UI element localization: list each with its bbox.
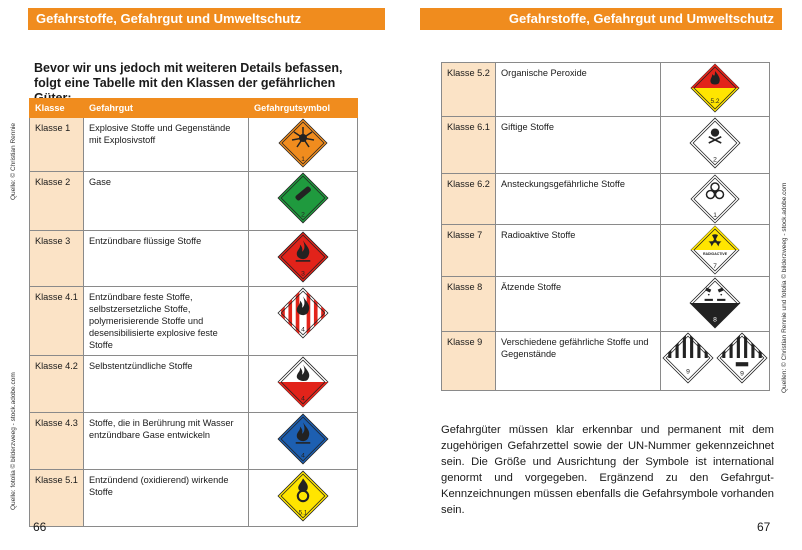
class-number-label: 4 — [301, 326, 305, 334]
page-header-left — [28, 8, 385, 30]
corrosive-icon — [689, 277, 741, 329]
table-row — [442, 225, 770, 277]
radioactive-icon — [690, 225, 740, 275]
symbol-cell — [661, 225, 770, 277]
page-number-left: 66 — [33, 520, 47, 534]
class-number-label: 5.2 — [710, 98, 720, 105]
class-number-label: 5.1 — [298, 509, 308, 517]
goods-cell: Entzündend (oxidierend) wirkende Stoffe — [84, 470, 249, 527]
symbol-cell — [249, 356, 358, 413]
symbol-cell — [661, 117, 770, 174]
symbol-cell — [249, 470, 358, 527]
symbol-cell — [661, 332, 770, 391]
class-number-label: 8 — [713, 316, 717, 324]
symbol-cell — [249, 413, 358, 470]
image-credit-left-top: Quelle: © Christian Rennie — [10, 122, 17, 200]
class-cell: Klasse 4.3 — [30, 413, 84, 470]
table-row — [30, 172, 358, 231]
symbol-cell — [661, 174, 770, 225]
class-cell: Klasse 4.1 — [30, 287, 84, 356]
header-title-right: Gefahrstoffe, Gefahrgut und Umweltschutz — [508, 11, 774, 26]
class-cell: Klasse 1 — [30, 118, 84, 172]
table-row — [30, 470, 358, 527]
image-credit-right: Quellen: © Christian Rennie und fotolia © bilderzweeg - stock.adobe.com — [781, 182, 788, 393]
class-cell: Klasse 8 — [442, 277, 496, 332]
class-cell: Klasse 4.2 — [30, 356, 84, 413]
goods-cell: Gase — [84, 172, 249, 231]
hazard-class-table-right — [441, 62, 770, 391]
column-header-symbol: Gefahrgutsymbol — [249, 99, 358, 118]
flame-icon — [277, 413, 329, 465]
body-paragraph: Gefahrgüter müssen klar erkennbar und permanent mit dem zugehörigen Gefahrzettel sowie der UN-Nummer gekennzeichnet sein. Die Größe und Ausrichtung der Symbole ist international genormt und vorgegeben. Ergänzend zu den Gefahrgut-Kennzeichnungen müssen ebenfalls die Gefahrsymbole vorhanden sein. — [441, 424, 774, 516]
class-cell: Klasse 2 — [30, 172, 84, 231]
class-number-label: 7 — [713, 263, 717, 270]
flame-icon — [277, 287, 329, 339]
class-cell: Klasse 3 — [30, 231, 84, 287]
flame-icon — [277, 231, 329, 283]
intro-text: Bevor wir uns jedoch mit weiteren Details befassen, folgt eine Tabelle mit den Klassen der gefährlichen — [34, 61, 343, 90]
page-header-right — [420, 8, 782, 30]
class-cell: Klasse 6.1 — [442, 117, 496, 174]
table-row — [442, 277, 770, 332]
hazard-class-table-left — [29, 98, 358, 527]
goods-cell: Verschiedene gefährliche Stoffe und Gegenstände — [496, 332, 661, 391]
oxidizer-icon — [277, 470, 329, 522]
class-number-label: 3 — [301, 270, 305, 278]
symbol-cell — [661, 277, 770, 332]
goods-cell: Ätzende Stoffe — [496, 277, 661, 332]
symbol-cell — [249, 287, 358, 356]
class-cell: Klasse 5.1 — [30, 470, 84, 527]
image-credit-left-bottom: Quelle: fotolia © bilderzweeg - stock.adobe.com — [10, 372, 17, 510]
table-row — [30, 231, 358, 287]
class-number-label: 2 — [713, 156, 717, 164]
table-row — [442, 332, 770, 391]
flame-icon — [690, 63, 740, 113]
radioactive-label: RADIOACTIVE — [702, 252, 728, 256]
table-row — [442, 117, 770, 174]
goods-cell: Entzündbare feste Stoffe, selbstzersetzliche Stoffe, polymerisierende Stoffe und desensibilisierte explosive feste Stoffe — [84, 287, 249, 356]
goods-cell: Ansteckungsgefährliche Stoffe — [496, 174, 661, 225]
biohazard-icon — [690, 174, 740, 224]
class-cell: Klasse 6.2 — [442, 174, 496, 225]
class-number-label: 4 — [301, 452, 305, 460]
class-cell: Klasse 9 — [442, 332, 496, 391]
class-cell: Klasse 7 — [442, 225, 496, 277]
column-header-klasse: Klasse — [30, 99, 84, 118]
goods-cell: Stoffe, die in Berührung mit Wasser entzündbare Gase entwickeln — [84, 413, 249, 470]
class-number-label: 9 — [686, 368, 690, 376]
class-number-label: 2 — [301, 211, 305, 219]
symbol-cell — [661, 63, 770, 117]
class-number-label: 1 — [301, 156, 305, 163]
class-cell: Klasse 5.2 — [442, 63, 496, 117]
goods-cell: Giftige Stoffe — [496, 117, 661, 174]
table-header-row — [30, 99, 358, 118]
header-title-left: Gefahrstoffe, Gefahrgut und Umweltschutz — [36, 11, 302, 26]
skull-icon — [689, 117, 741, 169]
goods-cell: Radioaktive Stoffe — [496, 225, 661, 277]
flame-icon — [277, 356, 329, 408]
symbol-cell — [249, 231, 358, 287]
goods-cell: Organische Peroxide — [496, 63, 661, 117]
table-row — [442, 174, 770, 225]
goods-cell: Selbstentzündliche Stoffe — [84, 356, 249, 413]
battery-icon — [736, 362, 748, 366]
symbol-cell — [249, 118, 358, 172]
class-number-label: 9 — [740, 370, 744, 378]
gas-cylinder-icon — [277, 172, 329, 224]
table-row — [30, 118, 358, 172]
misc-stripes-icon — [716, 332, 768, 384]
page-number-right: 67 — [757, 520, 771, 534]
misc-stripes-icon — [662, 332, 714, 384]
table-row — [30, 287, 358, 356]
goods-cell: Entzündbare flüssige Stoffe — [84, 231, 249, 287]
goods-cell: Explosive Stoffe und Gegenstände mit Explosivstoff — [84, 118, 249, 172]
table-row — [30, 356, 358, 413]
class-number-label: 4 — [301, 395, 305, 403]
symbol-cell — [249, 172, 358, 231]
table-row — [442, 63, 770, 117]
explosive-icon — [278, 118, 328, 168]
table-row — [30, 413, 358, 470]
column-header-gefahrgut: Gefahrgut — [84, 99, 249, 118]
class-number-label: 1 — [713, 212, 717, 219]
